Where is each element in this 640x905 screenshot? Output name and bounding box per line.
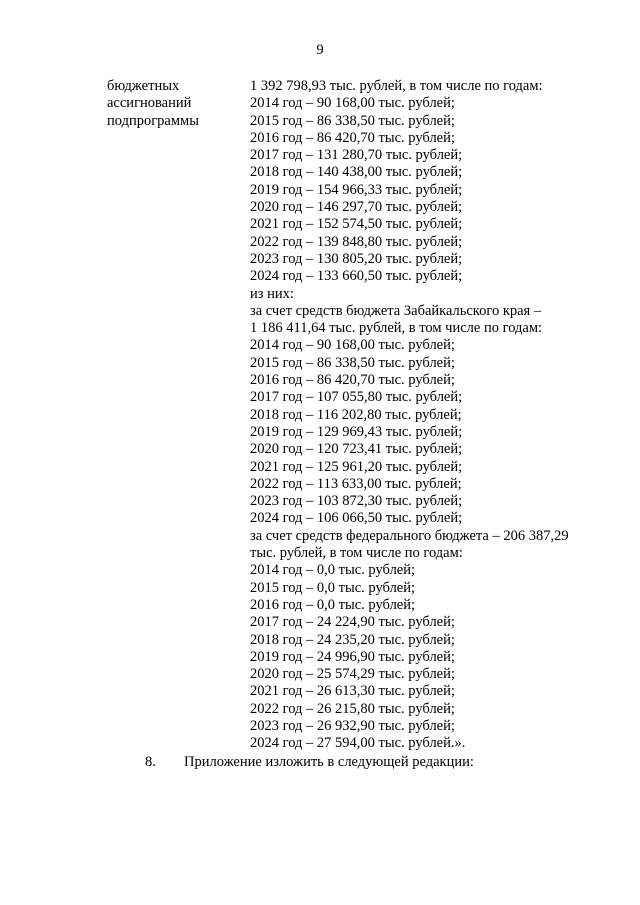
budget-detail-line: 2017 год – 131 280,70 тыс. рублей; — [250, 147, 463, 164]
budget-detail-line: 2022 год – 139 848,80 тыс. рублей; — [250, 233, 463, 250]
budget-detail-line: 2018 год – 140 438,00 тыс. рублей; — [250, 164, 463, 181]
budget-detail-line: 2023 год – 130 805,20 тыс. рублей; — [250, 250, 463, 267]
budget-detail-line: 2017 год – 24 224,90 тыс. рублей; — [250, 614, 455, 631]
budget-label-line: бюджетных — [107, 78, 180, 94]
budget-detail-line: 2020 год – 146 297,70 тыс. рублей; — [250, 199, 463, 216]
budget-detail-line: 2015 год – 0,0 тыс. рублей; — [250, 579, 416, 596]
budget-detail-line: 2020 год – 25 574,29 тыс. рублей; — [250, 666, 455, 683]
budget-detail-line: 2019 год – 154 966,33 тыс. рублей; — [250, 181, 463, 198]
budget-detail-line: за счет средств бюджета Забайкальского края – — [250, 302, 542, 319]
budget-detail-line: 2015 год – 86 338,50 тыс. рублей; — [250, 354, 455, 371]
budget-detail-line: 2015 год – 86 338,50 тыс. рублей; — [250, 112, 455, 129]
budget-label-line: ассигнований — [107, 95, 192, 112]
budget-label-line: подпрограммы — [107, 112, 199, 129]
budget-detail-line: 2019 год – 24 996,90 тыс. рублей; — [250, 648, 455, 665]
budget-details — [250, 78, 610, 753]
budget-detail-line: 2024 год – 106 066,50 тыс. рублей; — [250, 510, 463, 527]
budget-detail-line: тыс. рублей, в том числе по годам: — [250, 545, 463, 562]
item-number: 8. — [145, 754, 156, 770]
budget-detail-line: 1 186 411,64 тыс. рублей, в том числе по годам: — [250, 320, 543, 337]
budget-detail-line: 2021 год – 152 574,50 тыс. рублей; — [250, 216, 463, 233]
budget-detail-line: 2016 год – 86 420,70 тыс. рублей; — [250, 129, 455, 146]
budget-detail-line: 2022 год – 26 215,80 тыс. рублей; — [250, 700, 455, 717]
budget-detail-line: 2016 год – 0,0 тыс. рублей; — [250, 596, 416, 613]
budget-detail-line: 2024 год – 133 660,50 тыс. рублей; — [250, 268, 463, 285]
item-text: Приложение изложить в следующей редакции: — [184, 754, 474, 770]
page-number: 9 — [316, 42, 324, 58]
budget-detail-line: 2021 год – 26 613,30 тыс. рублей; — [250, 683, 455, 700]
budget-detail-line: 2014 год – 90 168,00 тыс. рублей; — [250, 95, 455, 112]
budget-detail-line: 2018 год – 24 235,20 тыс. рублей; — [250, 631, 455, 648]
budget-detail-line: 2021 год – 125 961,20 тыс. рублей; — [250, 458, 463, 475]
budget-detail-line: 2016 год – 86 420,70 тыс. рублей; — [250, 372, 455, 389]
budget-detail-line: 2023 год – 103 872,30 тыс. рублей; — [250, 493, 463, 510]
budget-label — [107, 78, 242, 130]
budget-detail-line: 2018 год – 116 202,80 тыс. рублей; — [250, 406, 462, 423]
budget-detail-line: 2017 год – 107 055,80 тыс. рублей; — [250, 389, 463, 406]
budget-detail-line: 1 392 798,93 тыс. рублей, в том числе по годам: — [250, 78, 543, 94]
budget-detail-line: 2014 год – 0,0 тыс. рублей; — [250, 562, 416, 579]
budget-detail-line: 2020 год – 120 723,41 тыс. рублей; — [250, 441, 463, 458]
budget-detail-line: 2024 год – 27 594,00 тыс. рублей.». — [250, 735, 466, 752]
budget-detail-line: 2022 год – 113 633,00 тыс. рублей; — [250, 475, 462, 492]
budget-detail-line: за счет средств федерального бюджета – 206 387,29 — [250, 527, 569, 544]
budget-detail-line: из них: — [250, 285, 294, 302]
list-item-8 — [0, 753, 640, 771]
budget-detail-line: 2019 год – 129 969,43 тыс. рублей; — [250, 423, 463, 440]
budget-detail-line: 2014 год – 90 168,00 тыс. рублей; — [250, 337, 455, 354]
budget-detail-line: 2023 год – 26 932,90 тыс. рублей; — [250, 717, 455, 734]
